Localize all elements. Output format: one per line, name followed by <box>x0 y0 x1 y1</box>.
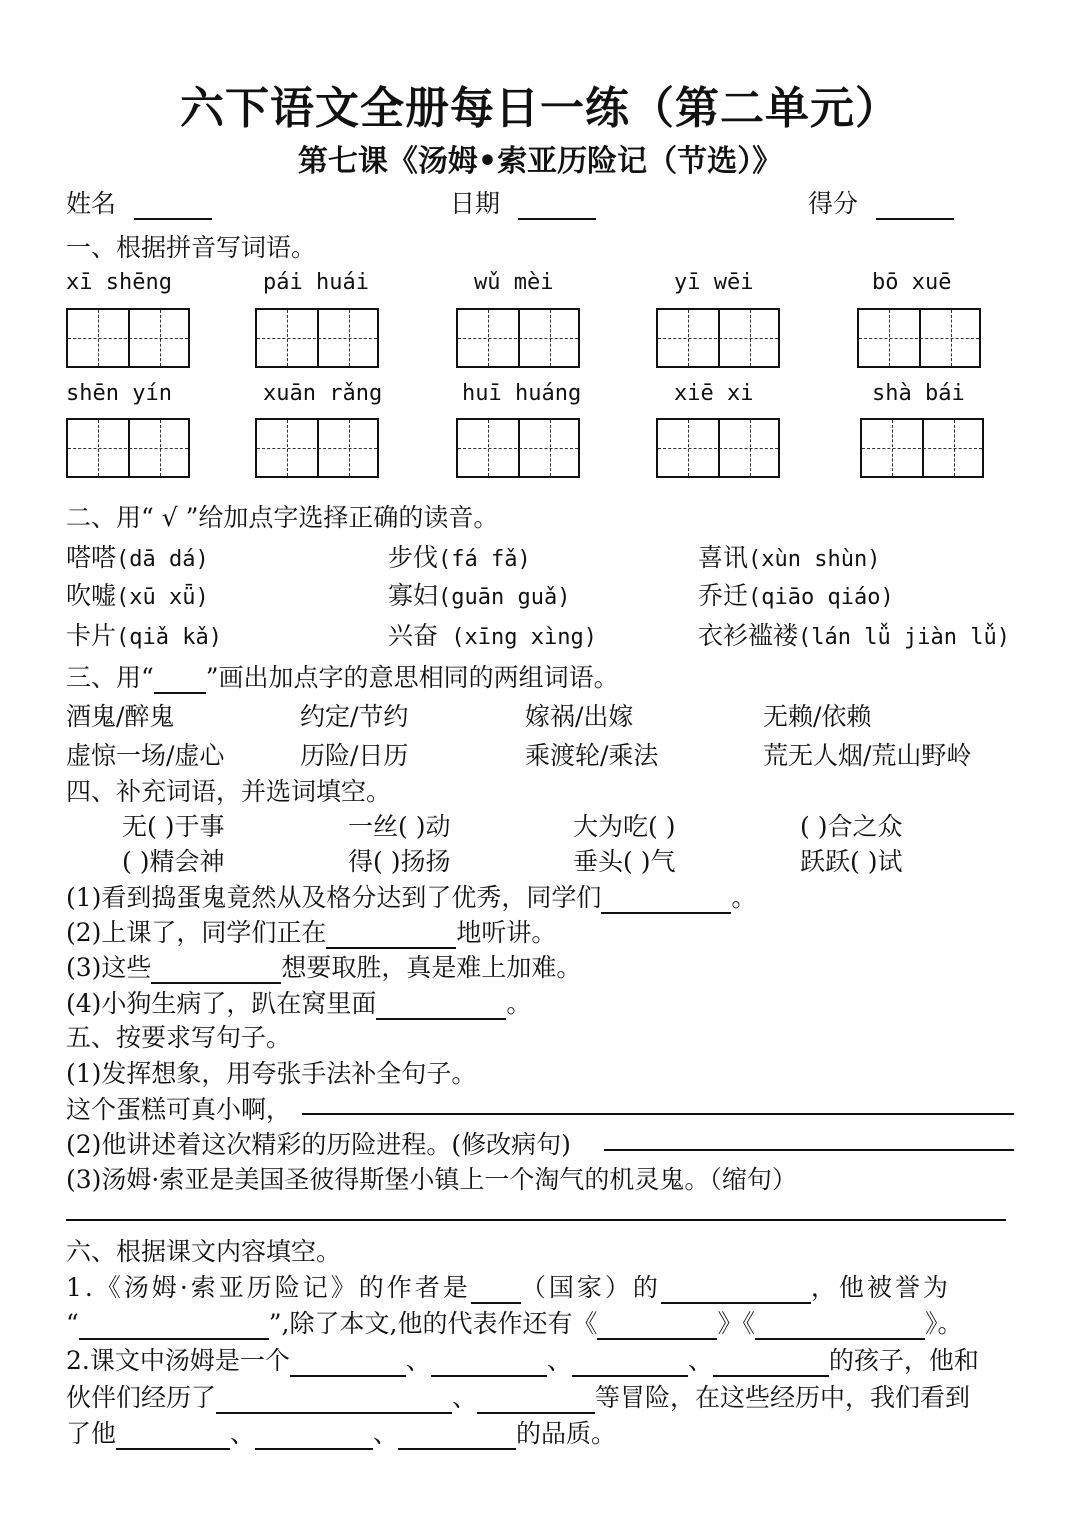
idiom-blank[interactable]: ( )精会神 <box>122 847 225 876</box>
pinyin-label: shà bái <box>872 381 965 406</box>
reading-item: 步伐(fá fǎ) <box>388 543 531 572</box>
answer-blank[interactable] <box>290 1351 406 1377</box>
writing-grid[interactable] <box>456 418 580 478</box>
fill-line: 了他 、 、 的品质。 <box>66 1419 617 1448</box>
idiom-blank[interactable]: 得( )扬扬 <box>348 847 451 876</box>
answer-blank[interactable] <box>398 1424 516 1450</box>
name-label: 姓名 <box>66 189 117 218</box>
date-label: 日期 <box>450 189 501 218</box>
section-2-heading: 二、用“ √ ”给加点字选择正确的读音。 <box>66 503 499 532</box>
word-pair[interactable]: 荒无人烟/荒山野岭 <box>763 741 972 770</box>
answer-blank[interactable] <box>116 1424 230 1450</box>
answer-line[interactable] <box>604 1149 1014 1151</box>
pinyin-label: xuān rǎng <box>263 381 383 406</box>
pinyin-label: xiē xi <box>674 381 754 406</box>
pinyin-label: wǔ mèi <box>474 270 554 295</box>
reading-item: 兴奋 (xīng xìng) <box>388 621 597 650</box>
fill-question: (3)这些 想要取胜，真是难上加难。 <box>66 953 582 982</box>
idiom-blank[interactable]: 无( )于事 <box>122 812 225 841</box>
word-pair[interactable]: 无赖/依赖 <box>763 702 872 731</box>
reading-item: 卡片(qiǎ kǎ) <box>66 621 222 650</box>
sentence-task: (3)汤姆·索亚是美国圣彼得斯堡小镇上一个淘气的机灵鬼。（缩句） <box>66 1165 797 1194</box>
idiom-blank[interactable]: ( )合之众 <box>800 812 903 841</box>
pinyin-label: yī wēi <box>674 270 754 295</box>
writing-grid[interactable] <box>857 308 981 368</box>
answer-blank[interactable] <box>79 1314 269 1340</box>
word-pair[interactable]: 虚惊一场/虚心 <box>66 741 225 770</box>
answer-blank[interactable] <box>597 1314 717 1340</box>
word-pair[interactable]: 嫁祸/出嫁 <box>525 702 634 731</box>
pinyin-label: shēn yín <box>66 381 172 406</box>
pinyin-label: huī huáng <box>462 381 582 406</box>
reading-item: 乔迁(qiāo qiáo) <box>698 581 894 610</box>
answer-blank[interactable] <box>255 1424 373 1450</box>
answer-blank[interactable] <box>601 888 731 914</box>
word-pair[interactable]: 乘渡轮/乘法 <box>525 741 659 770</box>
date-field <box>450 184 596 220</box>
idiom-blank[interactable]: 一丝( )动 <box>348 812 451 841</box>
answer-blank[interactable] <box>216 1388 452 1414</box>
writing-grid[interactable] <box>66 418 190 478</box>
writing-grid[interactable] <box>656 418 780 478</box>
answer-blank[interactable] <box>477 1388 595 1414</box>
name-blank[interactable] <box>134 194 212 220</box>
reading-item: 嗒嗒(dā dá) <box>66 543 209 572</box>
fill-question: (4)小狗生病了，趴在窝里面 。 <box>66 989 532 1018</box>
fill-question: (2)上课了，同学们正在 地听讲。 <box>66 918 557 947</box>
section-1-heading: 一、根据拼音写词语。 <box>66 233 317 262</box>
answer-blank[interactable] <box>661 1278 811 1304</box>
fill-question: (1)看到捣蛋鬼竟然从及格分达到了优秀，同学们 。 <box>66 883 757 912</box>
writing-grid[interactable] <box>255 418 379 478</box>
writing-grid[interactable] <box>656 308 780 368</box>
answer-blank[interactable] <box>572 1351 688 1377</box>
answer-blank[interactable] <box>326 923 456 949</box>
section-3-heading: 三、用“ ”画出加点字的意思相同的两组词语。 <box>66 663 619 692</box>
section-5-heading: 五、按要求写句子。 <box>66 1023 292 1052</box>
name-field <box>66 184 212 220</box>
word-pair[interactable]: 约定/节约 <box>300 702 409 731</box>
score-label: 得分 <box>808 189 859 218</box>
answer-line[interactable] <box>66 1219 1006 1221</box>
reading-item: 衣衫褴褛(lán lǚ jiàn lǚ) <box>698 621 1010 650</box>
writing-grid[interactable] <box>456 308 580 368</box>
fill-line: 伙伴们经历了 、 等冒险，在这些经历中，我们看到 <box>66 1383 971 1412</box>
score-blank[interactable] <box>876 194 954 220</box>
reading-item: 寡妇(guān guǎ) <box>388 581 571 610</box>
section-4-heading: 四、补充词语，并选词填空。 <box>66 777 392 806</box>
answer-blank[interactable] <box>471 1278 521 1304</box>
pinyin-label: xī shēng <box>66 270 172 295</box>
reading-item: 喜讯(xùn shùn) <box>698 543 881 572</box>
answer-blank[interactable] <box>431 1351 547 1377</box>
sentence-task: (1)发挥想象，用夸张手法补全句子。 <box>66 1059 477 1088</box>
answer-blank[interactable] <box>713 1351 829 1377</box>
reading-item: 吹嘘(xū xǖ) <box>66 581 209 610</box>
answer-blank[interactable] <box>376 994 506 1020</box>
sentence-task: (2)他讲述着这次精彩的历险进程。(修改病句) <box>66 1130 571 1159</box>
underline-sample <box>154 670 206 694</box>
lesson-subtitle: 第七课《汤姆•索亚历险记（节选）》 <box>297 144 783 179</box>
answer-line[interactable] <box>302 1113 1014 1115</box>
sentence-prompt: 这个蛋糕可真小啊， <box>66 1095 292 1124</box>
pinyin-label: bō xuē <box>872 270 952 295</box>
fill-line: 2.课文中汤姆是一个 、 、 、 的孩子，他和 <box>66 1346 979 1375</box>
answer-blank[interactable] <box>151 958 281 984</box>
date-blank[interactable] <box>518 194 596 220</box>
writing-grid[interactable] <box>66 308 190 368</box>
writing-grid[interactable] <box>860 418 984 478</box>
word-pair[interactable]: 历险/日历 <box>300 741 409 770</box>
page-title: 六下语文全册每日一练（第二单元） <box>180 83 900 134</box>
fill-line: 1.《汤姆·索亚历险记》的作者是 （国家）的 ，他被誉为 <box>66 1273 951 1302</box>
word-pair[interactable]: 酒鬼/醉鬼 <box>66 702 175 731</box>
writing-grid[interactable] <box>255 308 379 368</box>
section-6-heading: 六、根据课文内容填空。 <box>66 1237 342 1266</box>
idiom-blank[interactable]: 跃跃( )试 <box>800 847 903 876</box>
answer-blank[interactable] <box>755 1314 925 1340</box>
idiom-blank[interactable]: 大为吃( ) <box>573 812 676 841</box>
score-field <box>808 184 954 220</box>
fill-line: “ ”,除了本文,他的代表作还有《 》《 》。 <box>66 1309 963 1338</box>
idiom-blank[interactable]: 垂头( )气 <box>573 847 676 876</box>
pinyin-label: pái huái <box>263 270 369 295</box>
